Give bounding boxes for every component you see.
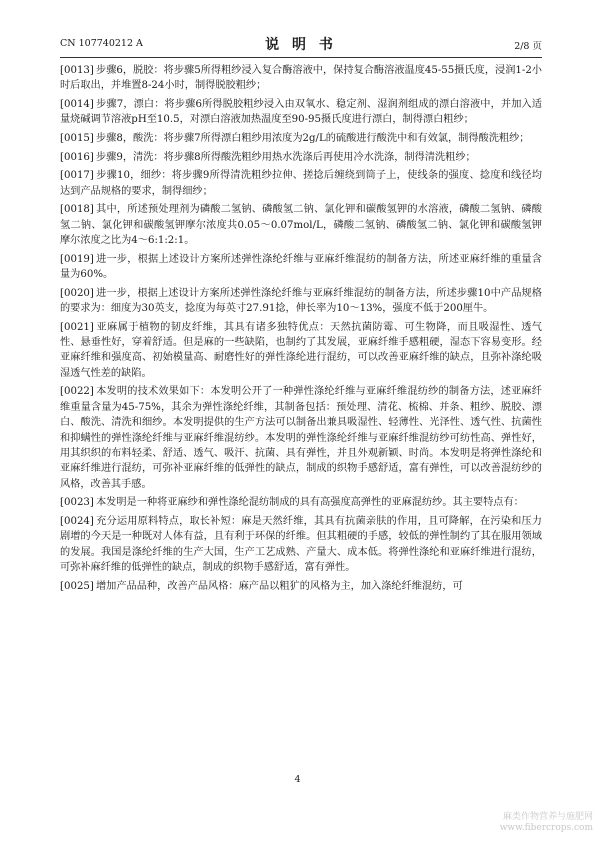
paragraph bbox=[60, 514, 542, 576]
paragraph-text: 亚麻属于植物的韧皮纤维，其具有诸多独特优点：天然抗菌防霉、可生物降，而且吸湿性、透气性、悬垂性好，穿着舒适。但是麻的一些缺陷，也制约了其发展，亚麻纤维手感粗硬，湿态下容易变形。经亚麻纤维和强度高、初始模量高、耐磨性好的弹性涤纶进行混纺，可以改善亚麻纤维的缺点，且弥补涤纶吸湿透气性差的缺陷。 bbox=[60, 321, 542, 379]
page-of: 2/8 页 bbox=[514, 41, 542, 52]
paragraph-number: [0014] bbox=[60, 99, 94, 110]
paragraph-number: [0021] bbox=[60, 321, 94, 333]
document-body bbox=[60, 63, 542, 597]
header-rule bbox=[60, 57, 542, 58]
paragraph bbox=[60, 579, 542, 594]
paragraph bbox=[60, 63, 542, 94]
page-header bbox=[60, 34, 542, 54]
paragraph bbox=[60, 168, 542, 199]
paragraph bbox=[60, 320, 542, 382]
watermark bbox=[468, 812, 593, 834]
paragraph bbox=[60, 150, 542, 165]
paragraph-text: 进一步，根据上述设计方案所述弹性涤纶纤维与亚麻纤维混纺的制备方法，所述步骤10中产品规格的要求为：细度为30英支，捻度为每英寸27.91捻，伸长率为10～13%，强度不低于200厘牛。 bbox=[60, 287, 542, 314]
page-number: 4 bbox=[294, 774, 301, 785]
paragraph-text: 步骤10，细纱：将步骤9所得清洗粗纱拉伸、搓捻后缠绕到筒子上，使线条的强度、捻度和线径均达到产品规格的要求，制得细纱； bbox=[60, 170, 542, 197]
doc-number: CN 107740212 A bbox=[60, 38, 143, 49]
paragraph bbox=[60, 202, 542, 248]
paragraph-number: [0023] bbox=[60, 497, 94, 509]
paragraph-number: [0019] bbox=[60, 253, 94, 265]
paragraph bbox=[60, 286, 542, 317]
watermark-line: www.fibercrops.com bbox=[499, 823, 593, 833]
paragraph-text: 步骤8，酸洗：将步骤7所得漂白粗纱用浓度为2g/L的硫酸进行酸洗中和有效氯，制得酸洗粗纱； bbox=[96, 133, 530, 144]
paragraph-number: [0020] bbox=[60, 287, 94, 299]
paragraph-number: [0017] bbox=[60, 170, 94, 182]
paragraph-number: [0025] bbox=[60, 580, 94, 592]
paragraph-text: 步骤6，脱胶：将步骤5所得粗纱浸入复合酶溶液中，保持复合酶溶液温度45-55摄氏度，浸润1-2小时后取出，并堆置8-24小时，制得脱胶粗纱； bbox=[60, 65, 542, 92]
paragraph-number: [0018] bbox=[60, 204, 94, 216]
paragraph bbox=[60, 252, 542, 283]
paragraph bbox=[60, 384, 542, 492]
paragraph-number: [0022] bbox=[60, 386, 94, 398]
paragraph-text: 本发明是一种将亚麻纱和弹性涤纶混纺制成的具有高强度高弹性的亚麻混纺纱。其主要特点有： bbox=[96, 497, 524, 509]
paragraph-text: 步骤9，清洗：将步骤8所得酸洗粗纱用热水洗涤后再使用冷水洗涤，制得清洗粗纱； bbox=[96, 151, 476, 163]
paragraph bbox=[60, 131, 542, 146]
paragraph-text: 增加产品品种，改善产品风格：麻产品以粗犷的风格为主，加入涤纶纤维混纺，可 bbox=[96, 580, 463, 592]
paragraph-text: 本发明的技术效果如下：本发明公开了一种弹性涤纶纤维与亚麻纤维混纺纱的制备方法，述亚麻纤维重量含量为45-75%，其余为弹性涤纶纤维，其制备包括：预处理、清花、梳棉、并条、粗纱、脱胶、漂白、酸洗、清洗和细纱。本发明提供的生产方法可以制备出兼具吸湿性、轻薄性、光泽性、透气性、抗菌性和抑螨性的弹性涤纶纤维与亚麻纤维混纺纱。本发明的弹性涤纶纤维与亚麻纤维混纺纱可纺性高、弹性好，用其织织的布料轻柔、舒适、透气、吸汗、抗菌、具有弹性，并且外观新颖、时尚。本发明是将弹性涤纶和亚麻纤维进行混纺，可弥补亚麻纤维的低弹性的缺点，制成的织物手感舒适，富有弹性，可以改善混纺纱的风格，改善其手感。 bbox=[60, 386, 542, 490]
paragraph bbox=[60, 495, 542, 510]
paragraph-text: 进一步，根据上述设计方案所述弹性涤纶纤维与亚麻纤维混纺的制备方法，所述亚麻纤维的重量含量为60%。 bbox=[60, 253, 542, 280]
paragraph-number: [0013] bbox=[60, 65, 94, 76]
paragraph-number: [0024] bbox=[60, 516, 94, 528]
paragraph-text: 步骤7，漂白：将步骤6所得脱胶粗纱浸入由双氧水、稳定剂、湿润剂组成的漂白溶液中，并加入适量烧碱调节溶液pH至10.5，对漂白溶液加热温度至90-95摄氏度进行漂白，制得漂白粗纱； bbox=[60, 99, 542, 126]
paragraph bbox=[60, 97, 542, 128]
paragraph-text: 充分运用原料特点，取长补短：麻是天然纤维，其具有抗菌亲肤的作用，且可降解，在污染和压力剧增的今天是一种既对人体有益，且有利于环保的纤维。但其粗硬的手感，较低的弹性制约了其在服用领域的发展。我国是涤纶纤维的生产大国，生产工艺成熟、产量大、成本低。将弹性涤纶和亚麻纤维进行混纺，可弥补麻纤维的低弹性的缺点，制成的织物手感舒适，富有弹性。 bbox=[60, 516, 542, 574]
paragraph-number: [0015] bbox=[60, 133, 94, 144]
paragraph-text: 其中，所述预处理剂为磷酸二氢钠、磷酸氢二钠、氯化钾和碳酸氢钾的水溶液，磷酸二氢钠、磷酸氢二钠、氯化钾和碳酸氢钾摩尔浓度共0.05～0.07mol/L，磷酸二氢钠、磷酸氢二钠、氯化钾和碳酸氢钾摩尔浓度之比为4～6:1:2:1。 bbox=[60, 204, 542, 246]
page-title: 说 明 书 bbox=[265, 37, 337, 53]
paragraph-number: [0016] bbox=[60, 151, 94, 163]
watermark-line: 麻类作物营养与施肥网 bbox=[502, 812, 593, 822]
